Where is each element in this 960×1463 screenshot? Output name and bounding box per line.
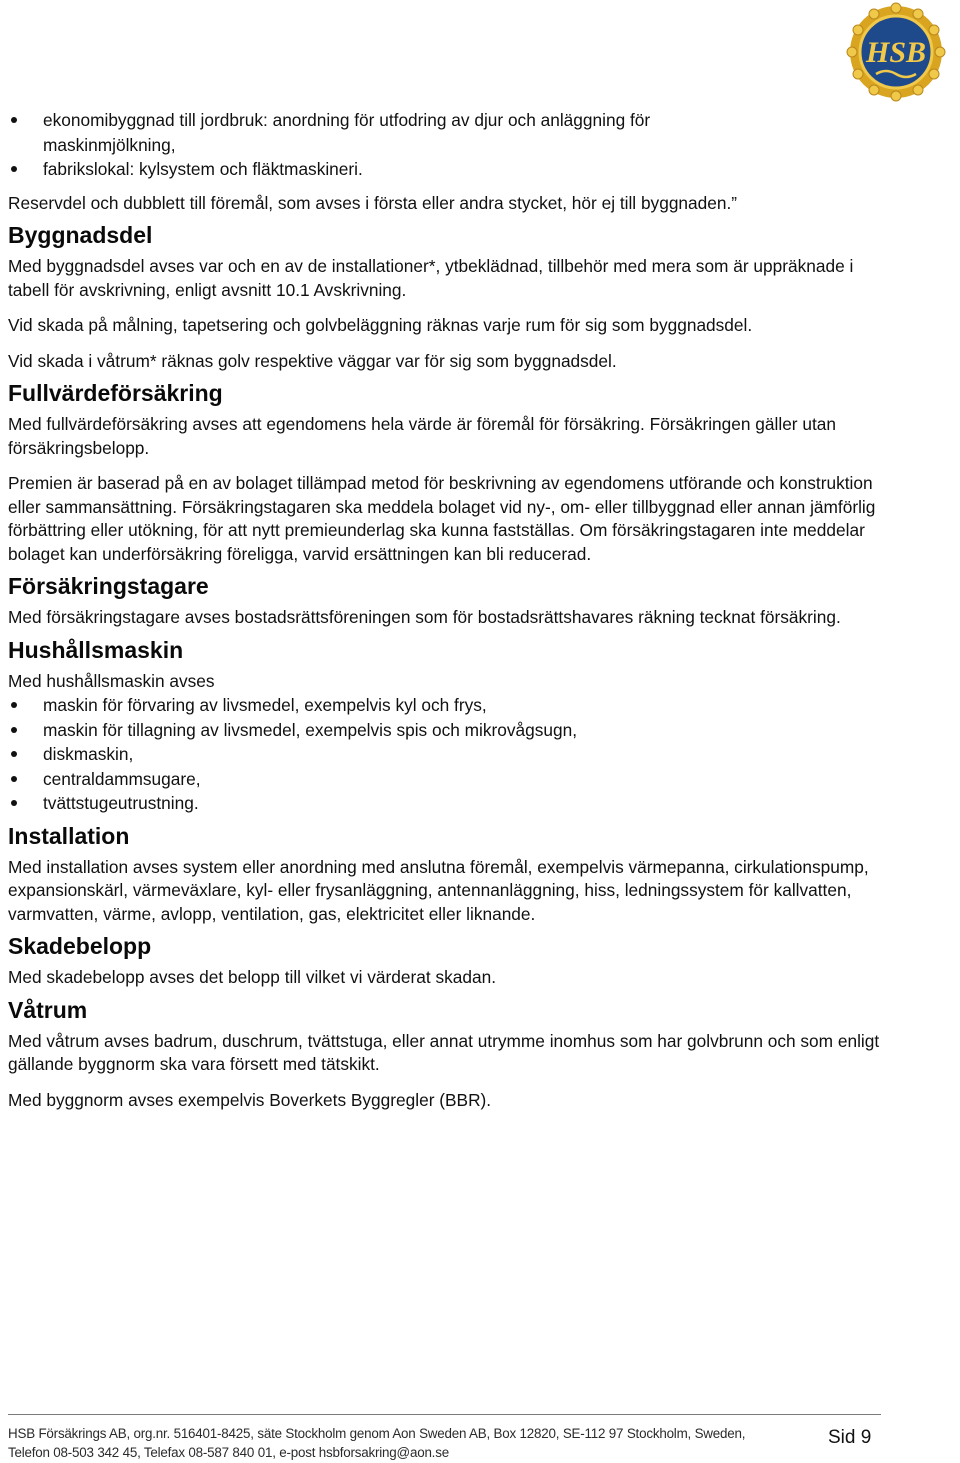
footer-company-info [8, 1424, 798, 1462]
heading-vatrum: Våtrum [8, 996, 88, 1023]
list-item: ekonomibyggnad till jordbruk: anordning för utfodring av djur och anläggning för maskinmjölkning, [8, 108, 893, 157]
heading-forsakringstagare: Försäkringstagare [8, 573, 209, 599]
heading-fullvardeforsakring: Fullvärdeförsäkring [8, 380, 223, 406]
top-bullet-list [8, 108, 893, 182]
skadebelopp-paragraph: Med skadebelopp avses det belopp till vilket vi värderat skadan. [8, 967, 496, 987]
heading-installation: Installation [8, 822, 130, 849]
forsakringstagare-paragraph: Med försäkringstagare avses bostadsrättsföreningen som för bostadsrättshavares räkning tecknat försäkring. [8, 607, 841, 627]
bullet-icon [11, 776, 17, 782]
document-body [8, 108, 893, 1124]
fullvarde-paragraph-2: Premien är baserad på en av bolaget tillämpad metod för beskrivning av egendomens utförande och konstruktion eller sammansättning. Försäkringstagaren ska meddela bolaget vid ny-, om- eller tillbyggnad eller annan jämförlig förbättring eller utökning, för att nytt premieunderlag ska kunna fastställas. Om försäkringstagaren inte meddelar bolaget kan underförsäkring föreligga, varvid ersättningen kan bli reducerad. [8, 473, 876, 564]
bullet-icon [11, 751, 17, 757]
list-item: maskin för tillagning av livsmedel, exempelvis spis och mikrovågsugn, [8, 718, 893, 743]
hushallsmaskin-intro: Med hushållsmaskin avses [8, 670, 215, 691]
footer-divider [8, 1414, 881, 1415]
footer-line-1: HSB Försäkrings AB, org.nr. 516401-8425, säte Stockholm genom Aon Sweden AB, Box 12820, SE-112 97 Stockholm, Sweden, [8, 1426, 746, 1441]
reservdel-paragraph: Reservdel och dubblett till föremål, som avses i första eller andra stycket, hör ej till byggnaden.” [8, 192, 738, 213]
list-item: centraldammsugare, [8, 767, 893, 792]
hushallsmaskin-list [8, 693, 893, 816]
bullet-icon [11, 702, 17, 708]
footer-line-2: Telefon 08-503 342 45, Telefax 08-587 840 01, e-post hsbforsakring@aon.se [8, 1445, 449, 1460]
list-item: fabrikslokal: kylsystem och fläktmaskineri. [8, 157, 893, 182]
list-item: maskin för förvaring av livsmedel, exempelvis kyl och frys, [8, 693, 893, 718]
hsb-logo-text: HSB [865, 36, 927, 69]
bullet-icon [11, 800, 17, 806]
byggnadsdel-paragraph-2: Vid skada på målning, tapetsering och golvbeläggning räknas varje rum för sig som byggnadsdel. [8, 315, 753, 335]
heading-hushallsmaskin: Hushållsmaskin [8, 636, 184, 663]
installation-paragraph: Med installation avses system eller anordning med anslutna föremål, exempelvis värmepanna, cirkulationspump, expansionskärl, värmeväxlare, kyl- eller frysanläggning, antennanläggning, hiss, ledningssystem för kallvatten, varmvatten, värme, avlopp, ventilation, gas, elektricitet eller liknande. [8, 856, 869, 924]
fullvarde-paragraph-1: Med fullvärdeförsäkring avses att egendomens hela värde är föremål för försäkring. Försäkringen gäller utan försäkringsbelopp. [8, 414, 836, 458]
bullet-icon [11, 727, 17, 733]
heading-byggnadsdel: Byggnadsdel [8, 222, 153, 248]
list-item: diskmaskin, [8, 742, 893, 767]
byggnadsdel-paragraph-3: Vid skada i våtrum* räknas golv respektive väggar var för sig som byggnadsdel. [8, 350, 617, 371]
heading-skadebelopp: Skadebelopp [8, 933, 152, 959]
byggnadsdel-paragraph-1: Med byggnadsdel avses var och en av de installationer*, ytbeklädnad, tillbehör med mera som är uppräknade i tabell för avskrivning, enligt avsnitt 10.1 Avskrivning. [8, 256, 854, 300]
vatrum-paragraph-1: Med våtrum avses badrum, duschrum, tvättstuga, eller annat utrymme inomhus som har golvbrunn och som enligt gällande byggnorm ska vara försett med tätskikt. [8, 1030, 880, 1074]
bullet-icon [11, 166, 17, 172]
page-number: Sid 9 [828, 1427, 872, 1448]
vatrum-paragraph-2: Med byggnorm avses exempelvis Boverkets Byggregler (BBR). [8, 1089, 492, 1110]
hsb-logo [846, 2, 946, 102]
list-item: tvättstugeutrustning. [8, 791, 893, 816]
bullet-icon [11, 117, 17, 123]
